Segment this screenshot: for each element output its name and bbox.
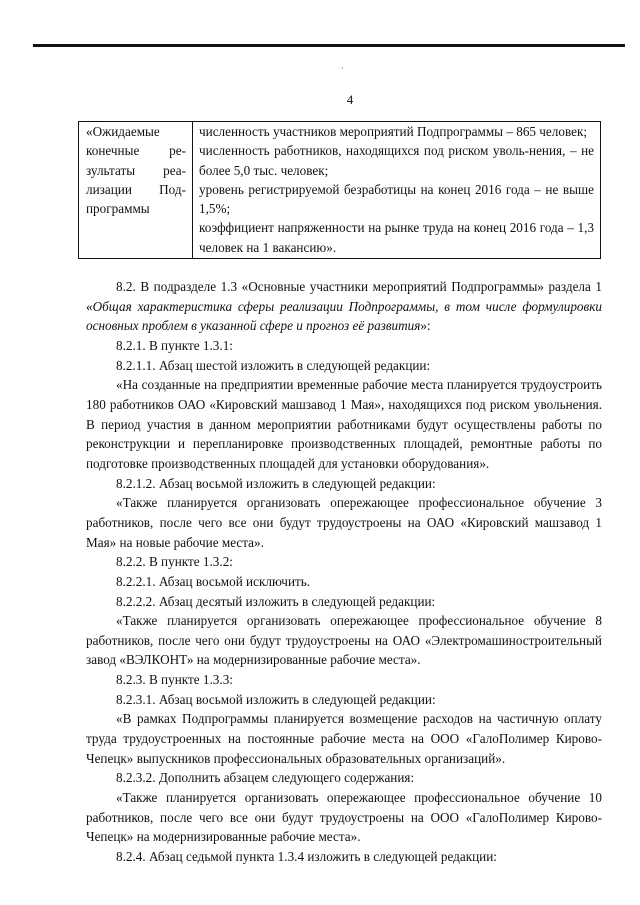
table-value-cell [193,122,601,259]
paragraph: 8.2.1.2. Абзац восьмой изложить в следующей редакции: [116,475,436,491]
header-rule [33,44,625,47]
paragraph: 8.2.3. В пункте 1.3.3: [116,672,233,688]
paragraph: «В рамках Подпрограммы планируется возмещение расходов на частичную оплату труда трудоустроенных на постоянные рабочие места на ООО «ГалоПолимер Кирово-Чепецк» выпускников профессиональных образовательных организаций». [86,711,602,766]
paragraph: 8.2.3.2. Дополнить абзацем следующего содержания: [116,770,415,786]
paragraph: 8.2.4. Абзац седьмой пункта 1.3.4 изложить в следующей редакции: [116,849,497,865]
paragraph [86,277,602,336]
paragraph: 8.2.2. В пункте 1.3.2: [116,554,233,570]
paragraph: 8.2.2.2. Абзац десятый изложить в следующей редакции: [116,593,436,609]
paragraph-text: 8.2. В подразделе 1.3 «Основные участники мероприятий Подпрограммы» раздела 1 « [86,279,602,314]
paragraph: 8.2.2.1. Абзац восьмой исключить. [116,573,311,589]
document-body [86,277,602,867]
table-item: уровень регистрируемой безработицы на конец 2016 года – не выше 1,5%; [199,181,594,217]
paragraph: «Также планируется организовать опережающее профессиональное обучение 3 работников, после чего все они будут трудоустроены на ОАО «Кировский машзавод 1 Мая» на новые рабочие места». [86,495,602,550]
scan-dot: · [341,64,344,73]
results-table [78,121,601,259]
table-item: численность участников мероприятий Подпрограммы – 865 человек; [199,124,588,139]
paragraph: «На созданные на предприятии временные рабочие места планируется трудоустроить 180 работников ОАО «Кировский машзавод 1 Мая», находящихся под риском увольнения. В период участия в данном мероприятии работниками будут осуществлены работы по реконструкции и перепланировке производственных площадей, ремонтные работы по подготовке производственных площадей для установки оборудования». [86,377,602,471]
paragraph-text: »: [420,318,431,334]
table-item: численность работников, находящихся под риском уволь-нения, – не более 5,0 тыс. человек; [199,143,594,178]
paragraph: «Также планируется организовать опережающее профессиональное обучение 8 работников, после чего они будут трудоустроены на ОАО «Электромашиностроительный завод «ВЭЛКОНТ» на модернизированные рабочие места». [86,613,602,668]
table-label-cell: «Ожидаемые конечные ре-зультаты реа-лизации Под-программы [79,122,193,259]
page-number: 4 [346,92,354,107]
paragraph: 8.2.3.1. Абзац восьмой изложить в следующей редакции: [116,691,436,707]
section-title-italic: Общая характеристика сферы реализации Подпрограммы, в том числе формулировки основных проблем в указанной сфере и прогноз её развития [86,298,602,334]
paragraph: 8.2.1. В пункте 1.3.1: [116,337,233,353]
table-item: коэффициент напряженности на рынке труда на конец 2016 года – 1,3 человек на 1 вакансию». [199,220,594,255]
paragraph: 8.2.1.1. Абзац шестой изложить в следующей редакции: [116,357,431,373]
table-row [79,122,601,259]
paragraph: «Также планируется организовать опережающее профессиональное обучение 10 работников, после чего все они будут трудоустроены на ООО «ГалоПолимер Кирово-Чепецк» на модернизированные рабочие места». [86,790,602,845]
